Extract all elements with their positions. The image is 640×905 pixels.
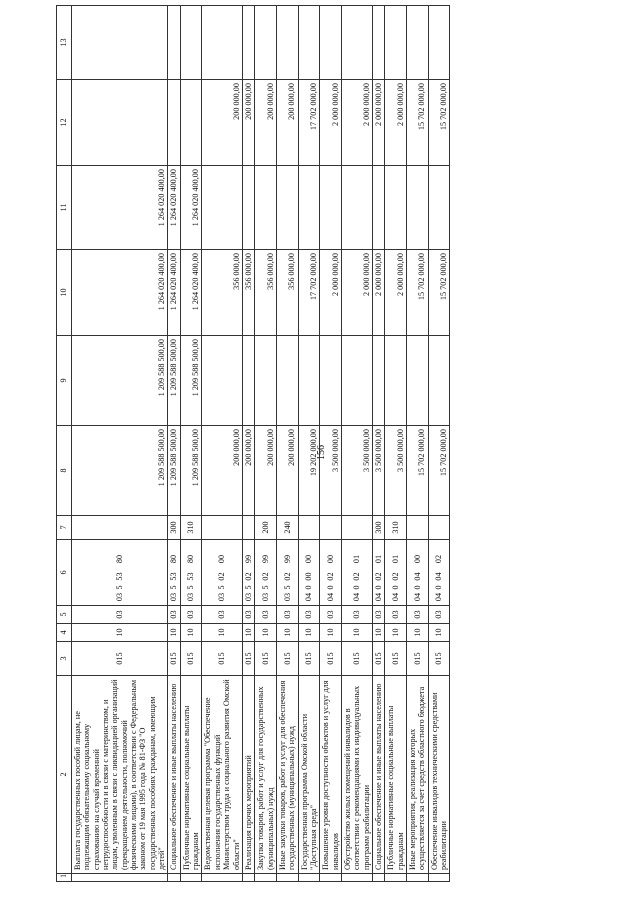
- admin-code-cell: 015: [276, 642, 298, 676]
- admin-code-cell: 015: [385, 642, 407, 676]
- row-marker-cell: [168, 874, 180, 882]
- amount-cell-c9: [298, 336, 320, 426]
- section-cell: 10: [242, 624, 254, 642]
- column-number-12: 12: [57, 80, 72, 166]
- column-number-6: 6: [57, 540, 72, 606]
- row-marker-cell: [407, 874, 429, 882]
- admin-code-cell: 015: [255, 642, 277, 676]
- amount-cell-c11: [372, 166, 384, 250]
- target-item-code-part: 80: [115, 554, 125, 564]
- column-number-4: 4: [57, 624, 72, 642]
- subsection-cell: 03: [255, 606, 277, 624]
- subsection-cell: 03: [407, 606, 429, 624]
- amount-cell-c13: [202, 6, 242, 80]
- section-cell: 10: [168, 624, 180, 642]
- target-item-code-cell: [407, 540, 429, 606]
- target-item-code-part: 02: [260, 572, 270, 581]
- table-row: [407, 6, 429, 882]
- amount-cell-c8: 1 209 588 500,00: [180, 426, 202, 516]
- section-cell: 10: [298, 624, 320, 642]
- amount-cell-c11: [428, 166, 450, 250]
- subsection-cell: 03: [276, 606, 298, 624]
- row-marker-cell: [298, 874, 320, 882]
- target-item-code-part: 02: [390, 572, 400, 581]
- row-marker-cell: [242, 874, 254, 882]
- amount-cell-c11: [202, 166, 242, 250]
- section-cell: 10: [372, 624, 384, 642]
- item-name-cell: Обустройство жилых помещений инвалидов в соответствии с рекомендациями их индивидуальных программ реабилитации: [341, 676, 372, 874]
- item-name-cell: Повышение уровня доступности объектов и услуг для инвалидов: [320, 676, 342, 874]
- amount-cell-c10: 17 702 000,00: [298, 250, 320, 336]
- section-cell: 10: [385, 624, 407, 642]
- target-item-code-part: 03: [260, 592, 270, 602]
- target-item-code-part: 01: [373, 554, 383, 564]
- admin-code-cell: 015: [341, 642, 372, 676]
- amount-cell-c9: [320, 336, 342, 426]
- item-name-cell: Выплата государственных пособий лицам, не подлежащим обязательному социальному страхованию на случай временной нетрудоспособности и в связи с материнством, и лицам, уволенным в связи с ликвидацией организаций (прекращением деятельности, полномочий физическими лицами), в соответствии с Федеральным законом от 19 мая 1995 года № 81-ФЗ "О государственных пособиях гражданам, имеющим детей": [72, 676, 168, 874]
- subsection-cell: 03: [428, 606, 450, 624]
- subsection-cell: 03: [180, 606, 202, 624]
- item-name-cell: Социальное обеспечение и иные выплаты населению: [372, 676, 384, 874]
- column-number-9: 9: [57, 336, 72, 426]
- target-item-code-part: 02: [352, 572, 362, 581]
- expense-type-cell: [72, 516, 168, 540]
- target-item-code-part: 03: [243, 592, 253, 602]
- row-marker-cell: [341, 874, 372, 882]
- admin-code-cell: 015: [407, 642, 429, 676]
- expense-type-cell: [298, 516, 320, 540]
- target-item-code-cell: [255, 540, 277, 606]
- page-number: 156: [316, 445, 327, 460]
- amount-cell-c10: 2 000 000,00: [320, 250, 342, 336]
- amount-cell-c9: [255, 336, 277, 426]
- target-item-code-part: 5: [115, 585, 125, 590]
- amount-cell-c13: [407, 6, 429, 80]
- amount-cell-c11: 1 264 020 400,00: [168, 166, 180, 250]
- table-row: [428, 6, 450, 882]
- target-item-code-part: 02: [373, 572, 383, 581]
- subsection-cell: 03: [168, 606, 180, 624]
- amount-cell-c11: [341, 166, 372, 250]
- amount-cell-c11: [407, 166, 429, 250]
- amount-cell-c13: [298, 6, 320, 80]
- amount-cell-c10: 1 264 020 400,00: [72, 250, 168, 336]
- amount-cell-c11: [276, 166, 298, 250]
- subsection-cell: 03: [298, 606, 320, 624]
- table-row: [276, 6, 298, 882]
- target-item-code-part: 02: [325, 572, 335, 581]
- target-item-code-part: 01: [352, 554, 362, 564]
- target-item-code-part: 00: [325, 554, 335, 564]
- table-row: [341, 6, 372, 882]
- table-row: [72, 6, 168, 882]
- subsection-cell: 03: [341, 606, 372, 624]
- amount-cell-c13: [341, 6, 372, 80]
- amount-cell-c9: 1 209 588 500,00: [168, 336, 180, 426]
- amount-cell-c9: [407, 336, 429, 426]
- amount-cell-c13: [242, 6, 254, 80]
- target-item-code-part: 99: [260, 554, 270, 564]
- section-cell: 10: [202, 624, 242, 642]
- target-item-code-part: 53: [115, 572, 125, 581]
- section-cell: 10: [428, 624, 450, 642]
- target-item-code-part: 01: [390, 554, 400, 564]
- amount-cell-c10: 356 000,00: [255, 250, 277, 336]
- amount-cell-c12: [72, 80, 168, 166]
- subsection-cell: 03: [242, 606, 254, 624]
- amount-cell-c8: 200 000,00: [255, 426, 277, 516]
- table-row: [320, 6, 342, 882]
- table-row: [202, 6, 242, 882]
- row-marker-cell: [385, 874, 407, 882]
- item-name-cell: Реализация прочих мероприятий: [242, 676, 254, 874]
- section-cell: 10: [320, 624, 342, 642]
- expense-type-cell: 300: [372, 516, 384, 540]
- amount-cell-c12: 15 702 000,00: [407, 80, 429, 166]
- row-marker-cell: [372, 874, 384, 882]
- column-number-5: 5: [57, 606, 72, 624]
- row-marker-cell: [180, 874, 202, 882]
- row-marker-cell: [255, 874, 277, 882]
- amount-cell-c9: [385, 336, 407, 426]
- target-item-code-part: 5: [260, 585, 270, 590]
- amount-cell-c13: [72, 6, 168, 80]
- table-row: [385, 6, 407, 882]
- amount-cell-c13: [180, 6, 202, 80]
- section-cell: 10: [72, 624, 168, 642]
- amount-cell-c9: [341, 336, 372, 426]
- amount-cell-c9: 1 209 588 500,00: [72, 336, 168, 426]
- amount-cell-c13: [428, 6, 450, 80]
- column-number-2: 2: [57, 676, 72, 874]
- target-item-code-part: 02: [434, 554, 444, 564]
- expense-type-cell: 310: [385, 516, 407, 540]
- amount-cell-c13: [255, 6, 277, 80]
- column-number-3: 3: [57, 642, 72, 676]
- amount-cell-c8: 1 209 588 500,00: [168, 426, 180, 516]
- target-item-code-cell: [428, 540, 450, 606]
- rotated-page: [56, 6, 608, 882]
- target-item-code-cell: [341, 540, 372, 606]
- target-item-code-part: 53: [186, 572, 196, 581]
- target-item-code-part: 04: [304, 592, 314, 602]
- amount-cell-c8: 3 500 000,00: [372, 426, 384, 516]
- amount-cell-c12: 2 000 000,00: [341, 80, 372, 166]
- amount-cell-c12: 200 000,00: [202, 80, 242, 166]
- row-marker-cell: [202, 874, 242, 882]
- target-item-code-cell: [298, 540, 320, 606]
- amount-cell-c11: [298, 166, 320, 250]
- amount-cell-c8: 3 500 000,00: [320, 426, 342, 516]
- item-name-cell: Иные закупки товаров, работ и услуг для обеспечения государственных (муниципальных) нужд: [276, 676, 298, 874]
- amount-cell-c8: 19 202 000,00: [298, 426, 320, 516]
- amount-cell-c10: 1 264 020 400,00: [180, 250, 202, 336]
- section-cell: 10: [180, 624, 202, 642]
- item-name-cell: Ведомственная целевая программа "Обеспечение исполнения государственных функций Министерством труда и социального развития Омской области": [202, 676, 242, 874]
- amount-cell-c12: 2 000 000,00: [320, 80, 342, 166]
- table-body: [72, 6, 450, 882]
- amount-cell-c8: 200 000,00: [242, 426, 254, 516]
- target-item-code-part: 5: [186, 585, 196, 590]
- amount-cell-c8: 3 500 000,00: [341, 426, 372, 516]
- amount-cell-c10: 356 000,00: [276, 250, 298, 336]
- target-item-code-part: 0: [412, 585, 422, 590]
- amount-cell-c12: 2 000 000,00: [372, 80, 384, 166]
- budget-table: [56, 5, 450, 882]
- subsection-cell: 03: [385, 606, 407, 624]
- target-item-code-part: 02: [282, 572, 292, 581]
- table-row: [298, 6, 320, 882]
- amount-cell-c8: 15 702 000,00: [428, 426, 450, 516]
- amount-cell-c9: [202, 336, 242, 426]
- admin-code-cell: 015: [72, 642, 168, 676]
- target-item-code-part: 00: [412, 554, 422, 564]
- amount-cell-c10: 15 702 000,00: [428, 250, 450, 336]
- target-item-code-cell: [168, 540, 180, 606]
- target-item-code-part: 03: [186, 592, 196, 602]
- amount-cell-c12: 15 702 000,00: [428, 80, 450, 166]
- target-item-code-part: 00: [304, 572, 314, 581]
- admin-code-cell: 015: [242, 642, 254, 676]
- expense-type-cell: 300: [168, 516, 180, 540]
- amount-cell-c9: [242, 336, 254, 426]
- row-marker-cell: [428, 874, 450, 882]
- amount-cell-c13: [276, 6, 298, 80]
- admin-code-cell: 015: [428, 642, 450, 676]
- item-name-cell: Публичные нормативные социальные выплаты гражданам: [385, 676, 407, 874]
- column-number-row: [57, 6, 72, 882]
- amount-cell-c12: [168, 80, 180, 166]
- amount-cell-c11: [385, 166, 407, 250]
- item-name-cell: Закупка товаров, работ и услуг для государственных (муниципальных) нужд: [255, 676, 277, 874]
- amount-cell-c10: 2 000 000,00: [341, 250, 372, 336]
- admin-code-cell: 015: [320, 642, 342, 676]
- target-item-code-part: 00: [304, 554, 314, 564]
- amount-cell-c13: [385, 6, 407, 80]
- target-item-code-part: 0: [373, 585, 383, 590]
- section-cell: 10: [276, 624, 298, 642]
- target-item-code-cell: [385, 540, 407, 606]
- target-item-code-cell: [202, 540, 242, 606]
- target-item-code-part: 99: [282, 554, 292, 564]
- subsection-cell: 03: [320, 606, 342, 624]
- item-name-cell: Иные мероприятия, реализация которых осуществляется за счет средств областного бюджета: [407, 676, 429, 874]
- target-item-code-part: 04: [412, 592, 422, 602]
- column-number-1: 1: [57, 874, 72, 882]
- target-item-code-part: 04: [412, 572, 422, 581]
- target-item-code-part: 5: [282, 585, 292, 590]
- item-name-cell: Социальное обеспечение и иные выплаты населению: [168, 676, 180, 874]
- expense-type-cell: [242, 516, 254, 540]
- column-number-10: 10: [57, 250, 72, 336]
- amount-cell-c9: [372, 336, 384, 426]
- amount-cell-c11: 1 264 020 400,00: [180, 166, 202, 250]
- amount-cell-c12: 2 000 000,00: [385, 80, 407, 166]
- target-item-code-part: 5: [169, 585, 179, 590]
- expense-type-cell: [341, 516, 372, 540]
- item-name-cell: Государственная программа Омской области "Доступная среда": [298, 676, 320, 874]
- amount-cell-c9: 1 209 588 500,00: [180, 336, 202, 426]
- target-item-code-part: 80: [169, 554, 179, 564]
- amount-cell-c8: 200 000,00: [202, 426, 242, 516]
- target-item-code-cell: [372, 540, 384, 606]
- item-name-cell: Публичные нормативные социальные выплаты гражданам: [180, 676, 202, 874]
- row-marker-cell: [276, 874, 298, 882]
- admin-code-cell: 015: [202, 642, 242, 676]
- amount-cell-c10: 15 702 000,00: [407, 250, 429, 336]
- admin-code-cell: 015: [298, 642, 320, 676]
- target-item-code-cell: [72, 540, 168, 606]
- target-item-code-part: 99: [243, 554, 253, 564]
- amount-cell-c12: [180, 80, 202, 166]
- amount-cell-c10: 356 000,00: [242, 250, 254, 336]
- target-item-code-part: 0: [434, 585, 444, 590]
- column-number-7: 7: [57, 516, 72, 540]
- target-item-code-part: 04: [390, 592, 400, 602]
- target-item-code-part: 03: [217, 592, 227, 602]
- target-item-code-part: 02: [243, 572, 253, 581]
- table-row: [372, 6, 384, 882]
- amount-cell-c12: 200 000,00: [276, 80, 298, 166]
- admin-code-cell: 015: [168, 642, 180, 676]
- column-number-13: 13: [57, 6, 72, 80]
- target-item-code-part: 04: [373, 592, 383, 602]
- admin-code-cell: 015: [372, 642, 384, 676]
- column-number-11: 11: [57, 166, 72, 250]
- amount-cell-c10: 2 000 000,00: [385, 250, 407, 336]
- target-item-code-part: 04: [434, 592, 444, 602]
- row-marker-cell: [72, 874, 168, 882]
- target-item-code-part: 80: [186, 554, 196, 564]
- expense-type-cell: [428, 516, 450, 540]
- amount-cell-c8: 3 500 000,00: [385, 426, 407, 516]
- target-item-code-part: 5: [243, 585, 253, 590]
- expense-type-cell: 200: [255, 516, 277, 540]
- table-row: [168, 6, 180, 882]
- amount-cell-c11: [242, 166, 254, 250]
- amount-cell-c10: 356 000,00: [202, 250, 242, 336]
- target-item-code-part: 0: [304, 585, 314, 590]
- target-item-code-part: 00: [217, 554, 227, 564]
- amount-cell-c11: [255, 166, 277, 250]
- target-item-code-cell: [320, 540, 342, 606]
- expense-type-cell: 310: [180, 516, 202, 540]
- target-item-code-cell: [276, 540, 298, 606]
- subsection-cell: 03: [372, 606, 384, 624]
- amount-cell-c10: 2 000 000,00: [372, 250, 384, 336]
- target-item-code-part: 0: [325, 585, 335, 590]
- expense-type-cell: [202, 516, 242, 540]
- target-item-code-part: 03: [115, 592, 125, 602]
- section-cell: 10: [341, 624, 372, 642]
- row-marker-cell: [320, 874, 342, 882]
- target-item-code-part: 0: [390, 585, 400, 590]
- table-row: [242, 6, 254, 882]
- amount-cell-c12: 17 702 000,00: [298, 80, 320, 166]
- amount-cell-c11: 1 264 020 400,00: [72, 166, 168, 250]
- amount-cell-c12: 200 000,00: [242, 80, 254, 166]
- target-item-code-cell: [242, 540, 254, 606]
- expense-type-cell: 240: [276, 516, 298, 540]
- amount-cell-c13: [372, 6, 384, 80]
- target-item-code-part: 03: [282, 592, 292, 602]
- table-row: [180, 6, 202, 882]
- amount-cell-c13: [168, 6, 180, 80]
- amount-cell-c11: [320, 166, 342, 250]
- target-item-code-part: 03: [169, 592, 179, 602]
- amount-cell-c8: 200 000,00: [276, 426, 298, 516]
- amount-cell-c8: 15 702 000,00: [407, 426, 429, 516]
- section-cell: 10: [407, 624, 429, 642]
- subsection-cell: 03: [202, 606, 242, 624]
- target-item-code-cell: [180, 540, 202, 606]
- target-item-code-part: 02: [217, 572, 227, 581]
- target-item-code-part: 04: [352, 592, 362, 602]
- section-cell: 10: [255, 624, 277, 642]
- amount-cell-c12: 200 000,00: [255, 80, 277, 166]
- column-number-8: 8: [57, 426, 72, 516]
- amount-cell-c10: 1 264 020 400,00: [168, 250, 180, 336]
- expense-type-cell: [407, 516, 429, 540]
- target-item-code-part: 53: [169, 572, 179, 581]
- amount-cell-c8: 1 209 588 500,00: [72, 426, 168, 516]
- expense-type-cell: [320, 516, 342, 540]
- target-item-code-part: 0: [352, 585, 362, 590]
- amount-cell-c9: [428, 336, 450, 426]
- target-item-code-part: 04: [434, 572, 444, 581]
- admin-code-cell: 015: [180, 642, 202, 676]
- target-item-code-part: 04: [325, 592, 335, 602]
- amount-cell-c9: [276, 336, 298, 426]
- target-item-code-part: 5: [217, 585, 227, 590]
- item-name-cell: Обеспечение инвалидов техническими средствами реабилитации: [428, 676, 450, 874]
- subsection-cell: 03: [72, 606, 168, 624]
- amount-cell-c13: [320, 6, 342, 80]
- table-row: [255, 6, 277, 882]
